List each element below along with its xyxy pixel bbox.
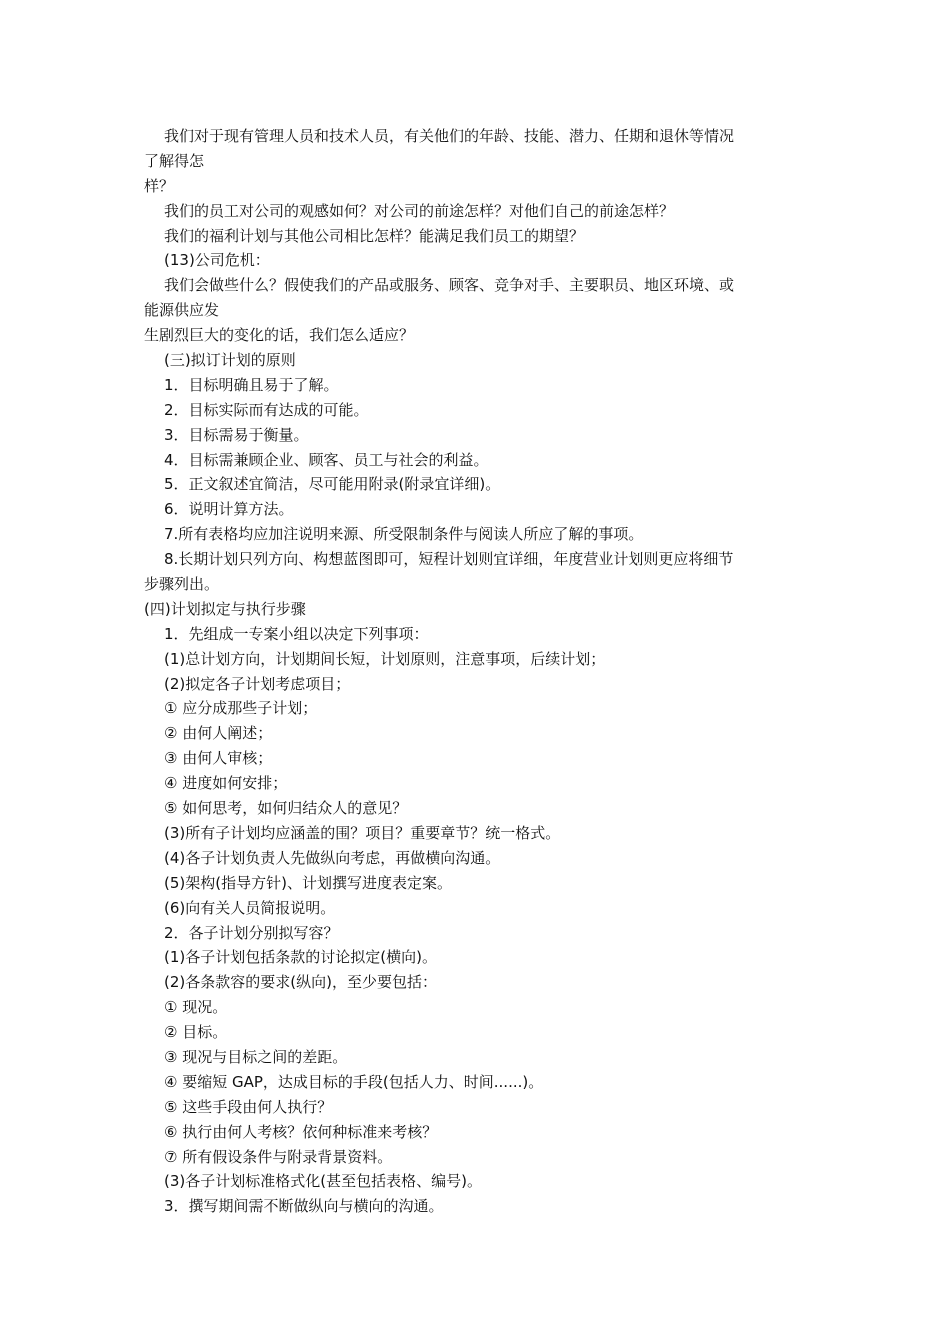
text-line: 2．各子计划分别拟写容？ <box>164 923 339 942</box>
text-line: (3)各子计划标准格式化(甚至包括表格、编号)。 <box>164 1172 482 1191</box>
text-line: 1．目标明确且易于了解。 <box>164 375 339 394</box>
text-line: ⑤ 这些手段由何人执行？ <box>164 1097 333 1116</box>
text-line: (三)拟订计划的原则 <box>164 351 296 370</box>
text-line: 2．目标实际而有达成的可能。 <box>164 400 369 419</box>
text-line: ③ 由何人审核； <box>164 749 273 768</box>
text-line: ④ 进度如何安排； <box>164 774 288 793</box>
text-line: 3．目标需易于衡量。 <box>164 425 309 444</box>
text-line: ⑤ 如何思考，如何归结众人的意见？ <box>164 799 408 818</box>
text-line: ⑥ 执行由何人考核？依何种标准来考核？ <box>164 1122 438 1141</box>
text-line: ③ 现况与目标之间的差距。 <box>164 1047 348 1066</box>
text-line: (2)拟定各子计划考虑项目； <box>164 674 351 693</box>
text-line: (4)各子计划负责人先做纵向考虑，再做横向沟通。 <box>164 848 501 867</box>
text-line: (1)各子计划包括条款的讨论拟定(横向)。 <box>164 948 437 967</box>
text-line: 3．撰写期间需不断做纵向与横向的沟通。 <box>164 1197 444 1216</box>
text-line: 步骤列出。 <box>144 575 220 594</box>
text-line: 8.长期计划只列方向、构想蓝图即可，短程计划则宜详细，年度营业计划则更应将细节 <box>164 550 734 569</box>
text-line: 我们的员工对公司的观感如何？对公司的前途怎样？对他们自己的前途怎样？ <box>164 201 675 220</box>
text-line: ① 应分成那些子计划； <box>164 699 318 718</box>
text-line: ⑦ 所有假设条件与附录背景资料。 <box>164 1147 393 1166</box>
text-line: 4．目标需兼顾企业、顾客、员工与社会的利益。 <box>164 450 489 469</box>
text-line: 我们会做些什么？假使我们的产品或服务、顾客、竞争对手、主要职员、地区环境、或 <box>164 276 735 295</box>
document-body <box>144 124 784 1219</box>
text-line: 我们对于现有管理人员和技术人员，有关他们的年龄、技能、潜力、任期和退休等情况 <box>164 127 735 145</box>
text-line: (13)公司危机： <box>164 251 270 270</box>
text-line: 1．先组成一专案小组以决定下列事项： <box>164 624 429 643</box>
text-line: 能源供应发 <box>144 301 220 320</box>
text-line: ① 现况。 <box>164 998 228 1017</box>
text-line: ④ 要缩短 GAP，达成目标的手段(包括人力、时间......)。 <box>164 1072 544 1091</box>
text-line: 生剧烈巨大的变化的话，我们怎么适应？ <box>144 326 415 345</box>
text-line: 了解得怎 <box>144 151 205 170</box>
text-line: 我们的福利计划与其他公司相比怎样？能满足我们员工的期望？ <box>164 226 585 245</box>
text-line: (2)各条款容的要求(纵向)，至少要包括： <box>164 973 437 992</box>
text-line: 7.所有表格均应加注说明来源、所受限制条件与阅读人所应了解的事项。 <box>164 525 644 544</box>
text-line: 6．说明计算方法。 <box>164 500 294 519</box>
text-line: 样？ <box>144 176 175 195</box>
text-line: (5)架构(指导方针)、计划撰写进度表定案。 <box>164 873 452 892</box>
text-line: (四)计划拟定与执行步骤 <box>144 599 306 618</box>
text-line: 5．正文叙述宜简洁，尽可能用附录(附录宜详细)。 <box>164 475 501 494</box>
text-line: (1)总计划方向，计划期间长短，计划原则，注意事项，后续计划； <box>164 649 606 668</box>
text-line: (6)向有关人员简报说明。 <box>164 898 336 917</box>
text-line: ② 目标。 <box>164 1023 228 1042</box>
text-line: ② 由何人阐述； <box>164 724 273 743</box>
text-line: (3)所有子计划均应涵盖的围？项目？重要章节？统一格式。 <box>164 823 561 842</box>
